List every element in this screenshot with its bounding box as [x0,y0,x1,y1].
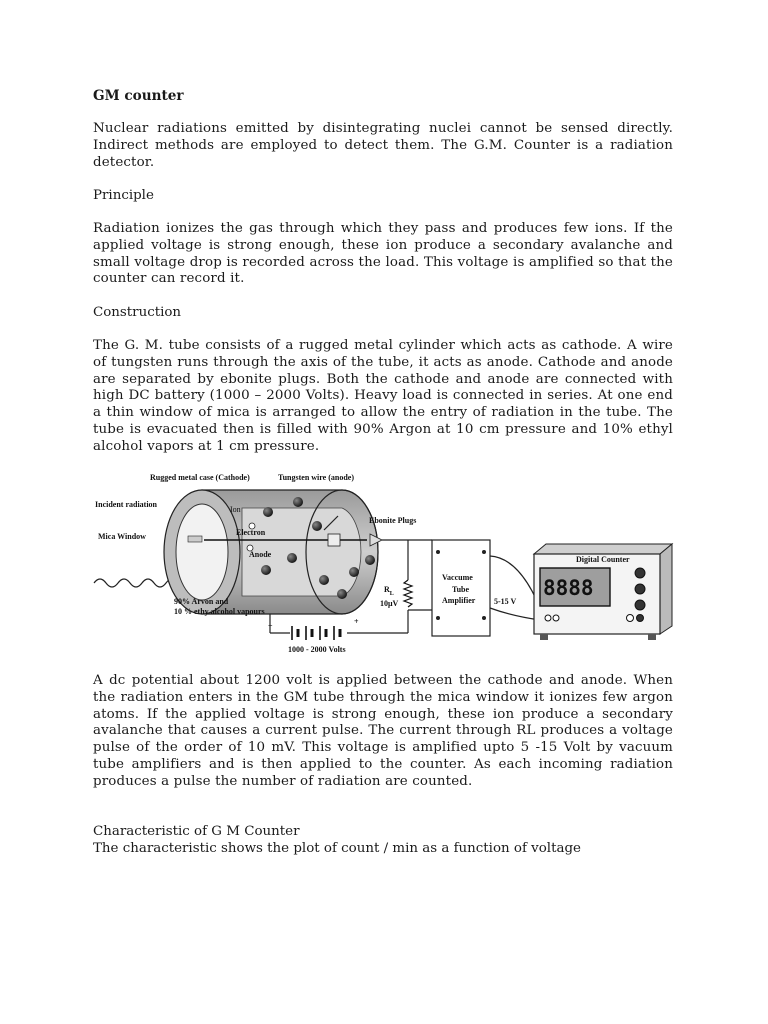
construction-paragraph: The G. M. tube consists of a rugged metal cylinder which acts as cathode. A wire of tungsten runs through the axis of the tube, it acts as anode. Cathode and anode are separated by ebonite plugs. Both the cathode and anode are connected with high DC battery (1000 – 2000 Volts). Heavy load is connected in series. At one end a thin window of mica is arranged to allow the entry of radiation in the tube. The tube is evacuated then is filled with 90% Argon at 10 cm pressure and 10% ethyl alcohol vapors at 1 cm pressure. [93,338,673,454]
principle-heading: Principle [93,188,154,203]
label-digital-counter: Digital Counter [576,555,630,564]
label-amp-line1: Vaccume [442,573,473,582]
gm-tube [164,490,382,614]
label-amp-line2: Tube [452,585,470,594]
label-tungsten-wire: Tungsten wire (anode) [278,473,355,482]
load-resistor [404,580,412,607]
page-title: GM counter [93,88,184,104]
label-ion: Ion [230,505,241,514]
label-resistor-r: R [384,585,390,594]
mica-window [188,536,202,542]
intro-paragraph: Nuclear radiations emitted by disintegrating nuclei cannot be sensed directly. Indirect methods are employed to detect them. The G.M. Counter is a radiation detector. [93,121,673,170]
label-anode: Anode [249,550,272,559]
label-resistor-sub: L [389,591,394,597]
principle-paragraph: Radiation ionizes the gas through which they pass and produces few ions. If the applied voltage is strong enough, these ion produce a secondary avalanche and small voltage drop is recorded across the load. This voltage is amplified so that the counter can record it. [93,221,673,287]
label-ebonite-plugs: Ebonite Plugs [369,516,417,525]
gm-counter-diagram [92,468,676,658]
label-amp-output: 5-15 V [494,597,517,606]
characteristic-paragraph: The characteristic shows the plot of count / min as a function of voltage [93,841,581,856]
working-paragraph: A dc potential about 1200 volt is applied between the cathode and anode. When the radiation enters in the GM tube through the mica window it ionizes few argon atoms. If the applied voltage is strong enough, these ion produce a secondary avalanche that causes a current pulse. The current through RL produces a voltage pulse of the order of 10 mV. This voltage is amplified upto 5 -15 Volt by vacuum tube amplifiers and is then applied to the counter. As each incoming radiation produces a pulse the number of radiation are counted. [93,673,673,789]
label-battery-voltage: 1000 - 2000 Volts [288,645,346,654]
counter-display-value: 8888 [543,576,594,600]
construction-heading: Construction [93,305,182,320]
label-mica-window: Mica Window [98,532,146,541]
dc-battery [292,626,340,640]
label-gas-line1: 90% Arvon and [174,597,229,606]
label-battery-minus: − [268,621,273,630]
label-battery-plus: + [354,617,359,626]
label-resistor [384,585,394,597]
incident-radiation-wave [94,577,178,587]
characteristic-heading: Characteristic of G M Counter [93,824,300,839]
label-incident-radiation: Incident radiation [95,500,158,509]
label-amp-line3: Amplifier [442,596,476,605]
label-electron: Electron [236,528,266,537]
label-rugged-case: Rugged metal case (Cathode) [150,473,250,482]
label-resistor-value: 10μV [380,599,399,608]
label-gas-line2: 10 % ethy alcohol vapours [174,607,265,616]
